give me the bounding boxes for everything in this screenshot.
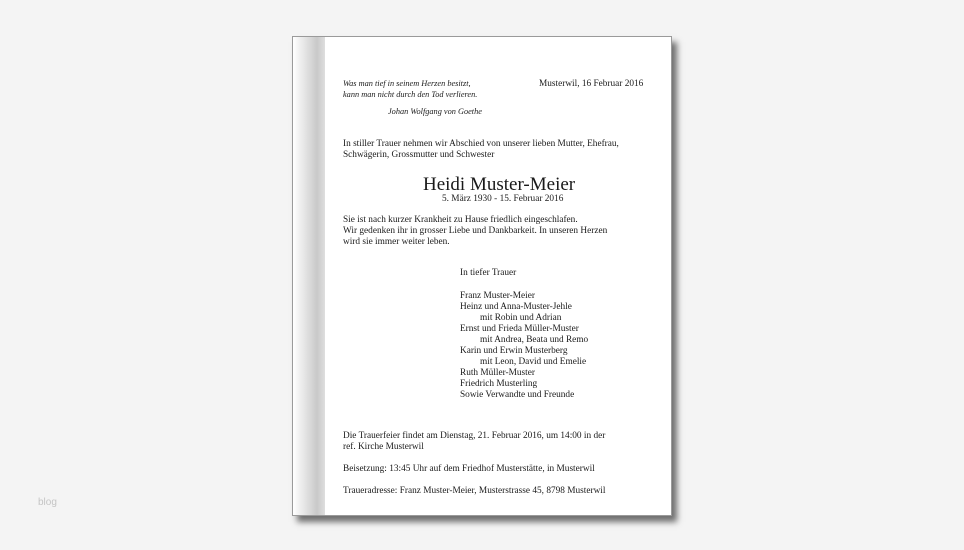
watermark-text: blog <box>38 497 57 508</box>
deceased-dates: 5. März 1930 - 15. Februar 2016 <box>442 194 564 204</box>
mourner-line: Sowie Verwandte und Freunde <box>460 390 575 400</box>
mourner-line-children: mit Robin und Adrian <box>480 313 562 323</box>
burial-info: Beisetzung: 13:45 Uhr auf dem Friedhof Musterstätte, in Musterwil <box>343 464 595 474</box>
deceased-name: Heidi Muster-Meier <box>423 174 576 195</box>
mourner-line: Ernst und Frieda Müller-Muster <box>460 324 579 334</box>
message-line-2: Wir gedenken ihr in grosser Liebe und Dankbarkeit. In unseren Herzen <box>343 226 608 236</box>
ceremony-line-2: ref. Kirche Musterwil <box>343 442 424 452</box>
quote-line-2: kann man nicht durch den Tod verlieren. <box>343 90 478 99</box>
mourner-line-children: mit Leon, David und Emelie <box>480 357 587 367</box>
message-line-3: wird sie immer weiter leben. <box>343 237 450 247</box>
mourner-line: Franz Muster-Meier <box>460 291 535 301</box>
mourners-heading: In tiefer Trauer <box>460 268 517 278</box>
intro-line-2: Schwägerin, Grossmutter und Schwester <box>343 150 495 160</box>
mourning-address: Traueradresse: Franz Muster-Meier, Musterstrasse 45, 8798 Musterwil <box>343 486 606 496</box>
message-line-1: Sie ist nach kurzer Krankheit zu Hause friedlich eingeschlafen. <box>343 215 578 225</box>
mourner-line: Ruth Müller-Muster <box>460 368 535 378</box>
mourner-line-children: mit Andrea, Beata und Remo <box>480 335 589 345</box>
obituary-page <box>292 36 672 516</box>
place-date: Musterwil, 16 Februar 2016 <box>539 79 644 89</box>
mourner-line: Heinz und Anna-Muster-Jehle <box>460 302 572 312</box>
quote-line-1: Was man tief in seinem Herzen besitzt, <box>343 79 471 88</box>
ceremony-line-1: Die Trauerfeier findet am Dienstag, 21. Februar 2016, um 14:00 in der <box>343 431 606 441</box>
quote-author: Johan Wolfgang von Goethe <box>388 107 482 116</box>
page-spine-shading <box>293 37 325 515</box>
mourner-line: Friedrich Musterling <box>460 379 538 389</box>
intro-line-1: In stiller Trauer nehmen wir Abschied von unserer lieben Mutter, Ehefrau, <box>343 139 619 149</box>
mourner-line: Karin und Erwin Musterberg <box>460 346 568 356</box>
